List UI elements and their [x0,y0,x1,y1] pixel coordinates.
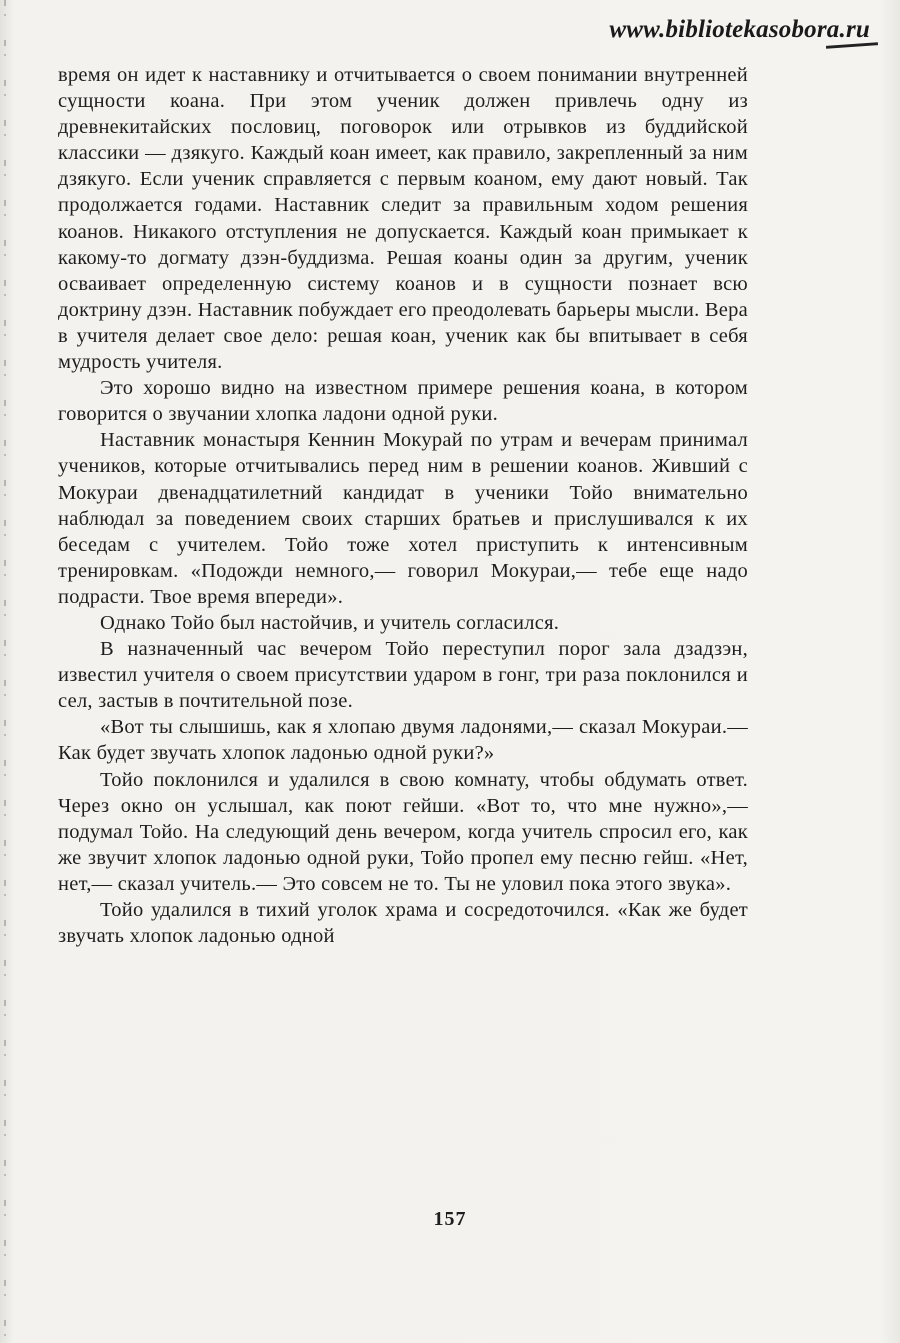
paragraph-7: Тойо поклонился и удалился в свою комнату, чтобы обдумать ответ. Через окно он услышал, как поют гейши. «Вот то, что мне нужно»,— подумал Тойо. На следующий день вечером, когда учитель спросил его, как же звучит хлопок ладонью одной руки, Тойо пропел ему песню гейш. «Нет, нет,— сказал учитель.— Это совсем не то. Ты не уловил пока этого звука». [58,768,748,895]
paragraph-3: Наставник монастыря Кеннин Мокурай по утрам и вечерам принимал учеников, которые отчитывались перед ним в решении коанов. Живший с Мокураи двенадцатилетний кандидат в ученики Тойо внимательно наблюдал за поведением своих старших братьев и прислушивался к их беседам с учителем. Тойо тоже хотел приступить к интенсивным тренировкам. «Подожди немного,— говорил Мокураи,— тебе еще надо подрасти. Твое время впереди». [58,429,748,608]
paragraph-5: В назначенный час вечером Тойо переступил порог зала дзадзэн, известил учителя о своем присутствии ударом в гонг, три раза поклонился и сел, застыв в почтительной позе. [58,638,748,713]
paragraph-4: Однако Тойо был настойчив, и учитель согласился. [100,611,560,634]
site-watermark: www.bibliotekasobora.ru [609,16,870,43]
paragraph-8: Тойо удалился в тихий уголок храма и сосредоточился. «Как же будет звучать хлопок ладонью одной [58,899,748,948]
paragraph-1: время он идет к наставнику и отчитывается о своем понимании внутренней сущности коана. При этом ученик должен привлечь одну из древнекитайских пословиц, поговорок или отрывков из буддийской классики — дзякуго. Каждый коан имеет, как правило, закрепленный за ним дзякуго. Если ученик справляется с первым коаном, ему дают новый. Так продолжается годами. Наставник следит за правильным ходом решения коанов. Никакого отступления не допускается. Каждый коан примыкает к какому-то догмату дзэн-буддизма. Решая коаны один за другим, ученик осваивает определенную систему коанов и в сущности познает всю доктрину дзэн. Наставник побуждает его преодолевать барьеры мысли. Вера в учителя делает свое дело: решая коан, ученик как бы впитывает в себя мудрость учителя. [58,64,748,374]
page-gutter-edge [4,0,6,1343]
page-number: 157 [433,1208,467,1230]
paragraph-6: «Вот ты слышишь, как я хлопаю двумя ладонями,— сказал Мокураи.— Как будет звучать хлопок ладонью одной руки?» [58,716,748,765]
body-text [58,62,748,949]
paragraph-2: Это хорошо видно на известном примере решения коана, в котором говорится о звучании хлопка ладони одной руки. [58,377,748,426]
